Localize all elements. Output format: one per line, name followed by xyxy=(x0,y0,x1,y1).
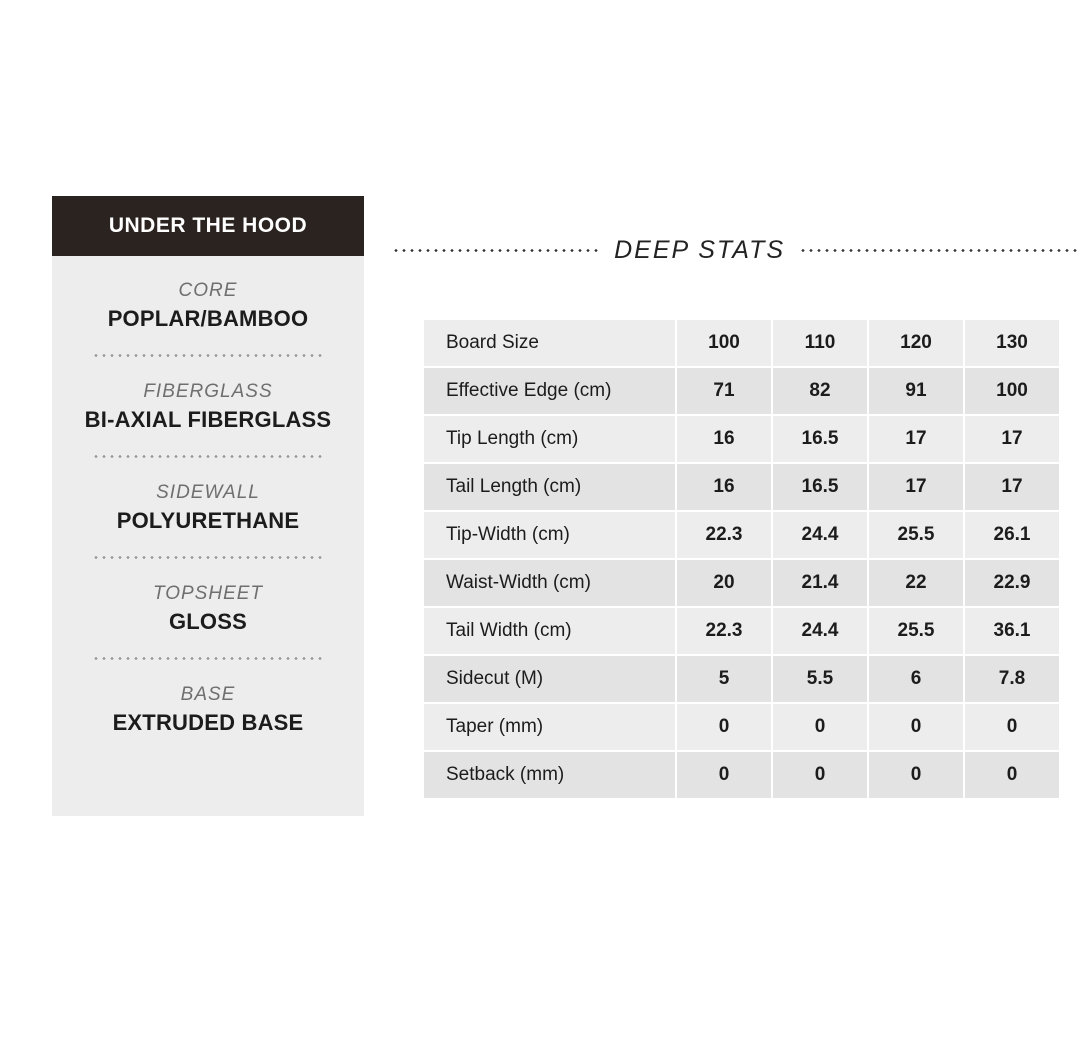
cell-value: 5.5 xyxy=(773,656,867,702)
cell-value: 21.4 xyxy=(773,560,867,606)
cell-value: 0 xyxy=(677,704,771,750)
spec-fiberglass-label: FIBERGLASS xyxy=(143,381,273,402)
cell-value: 0 xyxy=(869,752,963,798)
cell-value: 24.4 xyxy=(773,608,867,654)
cell-value: 36.1 xyxy=(965,608,1059,654)
row-label: Tail Length (cm) xyxy=(424,464,675,510)
table-row xyxy=(424,656,1059,702)
row-label: Sidecut (M) xyxy=(424,656,675,702)
cell-value: 5 xyxy=(677,656,771,702)
cell-value: 17 xyxy=(869,464,963,510)
cell-value: 17 xyxy=(965,416,1059,462)
cell-value: 110 xyxy=(773,320,867,366)
table-row xyxy=(424,704,1059,750)
spec-base-label: BASE xyxy=(180,684,236,705)
cell-value: 16.5 xyxy=(773,464,867,510)
cell-value: 22.3 xyxy=(677,608,771,654)
table-row xyxy=(424,464,1059,510)
cell-value: 16.5 xyxy=(773,416,867,462)
row-label: Effective Edge (cm) xyxy=(424,368,675,414)
spec-sidewall xyxy=(52,458,364,534)
spec-core xyxy=(52,256,364,332)
cell-value: 120 xyxy=(869,320,963,366)
cell-value: 6 xyxy=(869,656,963,702)
dotted-rule-right xyxy=(799,249,1080,252)
cell-value: 26.1 xyxy=(965,512,1059,558)
row-label: Tip-Width (cm) xyxy=(424,512,675,558)
spec-base xyxy=(52,660,364,736)
row-label: Setback (mm) xyxy=(424,752,675,798)
cell-value: 25.5 xyxy=(869,512,963,558)
cell-value: 22 xyxy=(869,560,963,606)
cell-value: 22.3 xyxy=(677,512,771,558)
under-the-hood-panel xyxy=(52,196,364,816)
cell-value: 100 xyxy=(965,368,1059,414)
spec-core-label: CORE xyxy=(178,280,238,301)
cell-value: 71 xyxy=(677,368,771,414)
cell-value: 22.9 xyxy=(965,560,1059,606)
spec-fiberglass xyxy=(52,357,364,433)
row-label: Waist-Width (cm) xyxy=(424,560,675,606)
table-row xyxy=(424,752,1059,798)
deep-stats-table xyxy=(422,318,1061,800)
under-the-hood-title: UNDER THE HOOD xyxy=(108,214,308,237)
table-row xyxy=(424,368,1059,414)
cell-value: 17 xyxy=(965,464,1059,510)
deep-stats-title: DEEP STATS xyxy=(614,236,786,264)
cell-value: 7.8 xyxy=(965,656,1059,702)
deep-stats-table-body xyxy=(424,320,1059,798)
cell-value: 20 xyxy=(677,560,771,606)
cell-value: 16 xyxy=(677,416,771,462)
spec-base-value: EXTRUDED BASE xyxy=(112,710,304,735)
spec-topsheet-value: GLOSS xyxy=(168,609,247,634)
row-label: Taper (mm) xyxy=(424,704,675,750)
spec-sidewall-label: SIDEWALL xyxy=(156,482,260,503)
table-row xyxy=(424,512,1059,558)
row-label: Board Size xyxy=(424,320,675,366)
spec-sidewall-value: POLYURETHANE xyxy=(116,508,300,533)
cell-value: 25.5 xyxy=(869,608,963,654)
cell-value: 0 xyxy=(773,704,867,750)
cell-value: 0 xyxy=(773,752,867,798)
cell-value: 100 xyxy=(677,320,771,366)
spec-topsheet xyxy=(52,559,364,635)
row-label: Tail Width (cm) xyxy=(424,608,675,654)
cell-value: 130 xyxy=(965,320,1059,366)
cell-value: 16 xyxy=(677,464,771,510)
cell-value: 0 xyxy=(677,752,771,798)
deep-stats-heading xyxy=(392,236,1080,265)
cell-value: 24.4 xyxy=(773,512,867,558)
spec-core-value: POPLAR/BAMBOO xyxy=(107,306,309,331)
cell-value: 17 xyxy=(869,416,963,462)
table-row xyxy=(424,416,1059,462)
cell-value: 91 xyxy=(869,368,963,414)
cell-value: 82 xyxy=(773,368,867,414)
cell-value: 0 xyxy=(965,704,1059,750)
spec-fiberglass-value: BI-AXIAL FIBERGLASS xyxy=(84,407,332,432)
table-row xyxy=(424,320,1059,366)
row-label: Tip Length (cm) xyxy=(424,416,675,462)
table-row xyxy=(424,560,1059,606)
dotted-rule-left xyxy=(392,249,600,252)
cell-value: 0 xyxy=(965,752,1059,798)
spec-topsheet-label: TOPSHEET xyxy=(152,583,264,604)
under-the-hood-header xyxy=(52,196,364,256)
table-row xyxy=(424,608,1059,654)
cell-value: 0 xyxy=(869,704,963,750)
